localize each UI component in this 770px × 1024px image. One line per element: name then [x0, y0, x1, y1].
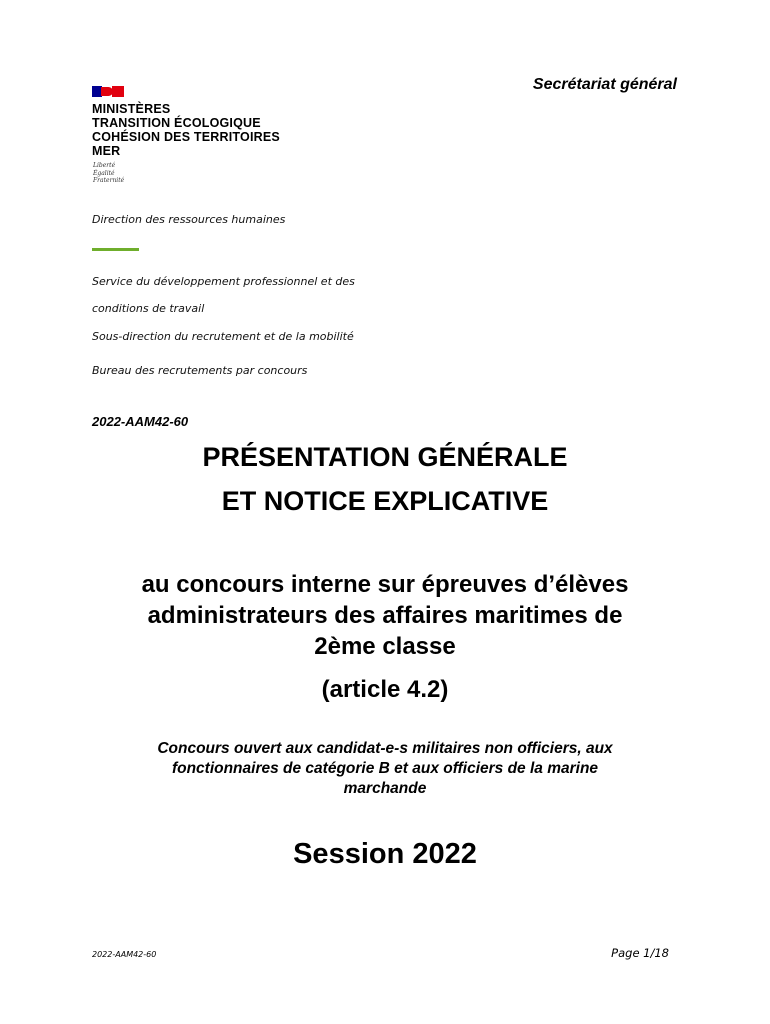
subtitle-line-3: 2ème classe	[314, 633, 456, 660]
page-number: Page 1/18	[611, 946, 669, 960]
bureau-label: Bureau des recrutements par concours	[92, 364, 308, 377]
ministry-logo	[92, 86, 314, 190]
ministry-line-4: MER	[92, 144, 121, 158]
open-to-line-2: fonctionnaires de catégorie B et aux officiers de la marine	[171, 760, 599, 777]
open-to-line-3: marchande	[343, 780, 427, 797]
ministry-line-2: TRANSITION ÉCOLOGIQUE	[92, 116, 261, 130]
motto-egalite: Égalité	[93, 169, 115, 177]
marianne-flag-icon	[92, 86, 124, 97]
republic-motto	[93, 162, 124, 185]
ministry-name	[92, 102, 280, 158]
direction-label: Direction des ressources humaines	[92, 213, 286, 226]
session-label: Session 2022	[293, 838, 477, 870]
article-label: (article 4.2)	[321, 676, 449, 703]
title-line-2: ET NOTICE EXPLICATIVE	[221, 486, 549, 516]
green-divider	[92, 248, 139, 251]
title-line-1: PRÉSENTATION GÉNÉRALE	[202, 442, 568, 472]
document-reference: 2022-AAM42-60	[92, 414, 189, 429]
motto-fraternite: Fraternité	[93, 177, 125, 184]
service-line-1: Service du développement professionnel et des	[92, 275, 355, 288]
footer-reference: 2022-AAM42-60	[92, 950, 157, 959]
subtitle-line-2: administrateurs des affaires maritimes de	[147, 602, 623, 629]
ministry-line-3: COHÉSION DES TERRITOIRES	[92, 130, 280, 144]
secretariat-general-label: Secrétariat général	[532, 76, 677, 93]
ministry-line-1: MINISTÈRES	[92, 102, 171, 116]
sous-direction-label: Sous-direction du recrutement et de la mobilité	[92, 330, 354, 343]
motto-liberte: Liberté	[93, 162, 116, 169]
service-line-2: conditions de travail	[92, 302, 205, 315]
subtitle-line-1: au concours interne sur épreuves d’élèves	[141, 571, 629, 598]
open-to-line-1: Concours ouvert aux candidat-e-s militaires non officiers, aux	[157, 740, 613, 757]
